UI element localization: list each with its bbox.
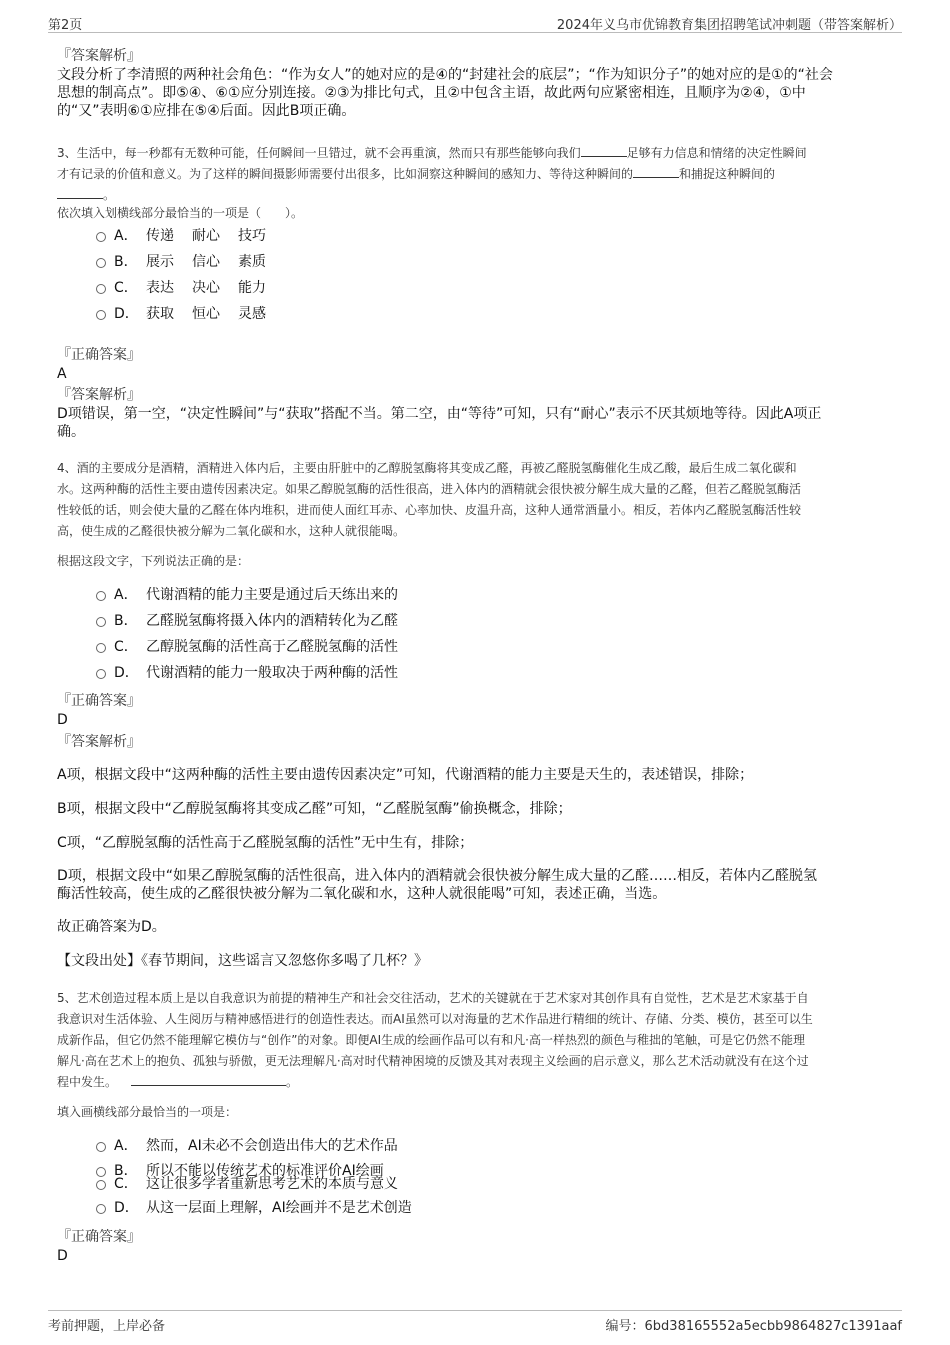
q4-analysis-d2: 酶活性较高，使生成的乙醛很快被分解为二氧化碳和水，这种人就很能喝”可知，表述正确，当选。 [57,886,667,902]
option-text: 然而，AI未必不会创造出伟大的艺术作品 [146,1138,398,1154]
radio-icon[interactable] [96,1204,106,1214]
q4-answer: D [57,712,68,728]
option-word: 素质 [238,254,266,270]
blank-line [581,144,627,157]
q2-analysis-line1: 文段分析了李清照的两种社会角色：“作为女人”的她对应的是④的“封建社会的底层”；“作为知识分子”的她对应的是①的“社会 [57,67,833,83]
q4-stem-line: 水。这两种酶的活性主要由遗传因素决定。如果乙醇脱氢酶的活性很高，进入体内的酒精就会很快被分解生成大量的乙醛，但若乙醛脱氢酶活 [57,482,802,496]
option-word: 决心 [192,280,220,296]
blank-line [131,1073,286,1086]
q3-analysis-line1: D项错误，第一空，“决定性瞬间”与“获取”搭配不当。第二空，由“等待”可知，只有“耐心”表示不厌其烦地等待。因此A项正 [57,406,822,422]
q3-stem-part: 才有记录的价值和意义。为了这样的瞬间摄影师需要付出很多，比如洞察这种瞬间的感知力、等待这种瞬间的 [57,167,634,181]
q5-stem-part: 。 [286,1075,299,1089]
q5-stem-line: 成新作品，但它仍然不能理解它模仿与“创作”的对象。即便AI生成的绘画作品可以有和凡·高一样热烈的颜色与稚拙的笔触，可是它仍然不能理 [57,1033,806,1047]
radio-icon[interactable] [96,1142,106,1152]
option-letter: B． [114,254,138,270]
option-text: 这让很多学者重新思考艺术的本质与意义 [146,1176,398,1192]
q4-analysis-c: C项，“乙醇脱氢酶的活性高于乙醛脱氢酶的活性”无中生有，排除； [57,835,474,851]
option-word: 表达 [146,280,174,296]
q4-source: 【文段出处】《春节期间，这些谣言又忽悠你多喝了几杯？》 [57,953,428,969]
q3-stem-part: 3、生活中，每一秒都有无数种可能，任何瞬间一旦错过，就不会再重演，然而只有那些能够向我们 [57,146,581,160]
q2-analysis-line3: 的“又”表明⑥①应排在⑤④后面。因此B项正确。 [57,103,356,119]
q5-stem-line: 解凡·高在艺术上的抱负、孤独与骄傲，更无法理解凡·高对时代精神困境的反馈及其对表现主义绘画的启示意义，那么艺术活动就没有在这个过 [57,1054,809,1068]
option-text: 乙醇脱氢酶的活性高于乙醛脱氢酶的活性 [146,639,398,655]
q4-stem [57,458,897,542]
q2-analysis-label: 『答案解析』 [57,48,141,64]
q3-stem-part: 和捕捉这种瞬间的 [679,167,776,181]
radio-icon[interactable] [96,1167,106,1177]
q5-stem [57,988,897,1093]
option-word: 技巧 [238,228,266,244]
option-letter: C． [114,1176,138,1192]
radio-icon[interactable] [96,591,106,601]
q2-analysis-line2: 思想的制高点”。即⑤④、⑥①应分别连接。②③为排比句式，且②中包含主语，故此两句应紧密相连，且顺序为②④，①中 [57,85,806,101]
footer-serial: 编号：6bd38165552a5ecbb9864827c1391aaf [605,1319,902,1334]
q3-stem [57,143,897,206]
q3-answer-label: 『正确答案』 [57,347,141,363]
option-text: 从这一层面上理解，AI绘画并不是艺术创造 [146,1200,412,1216]
option-word: 传递 [146,228,174,244]
option-letter: B． [114,613,138,629]
option-letter: A． [114,587,138,603]
radio-icon[interactable] [96,617,106,627]
option-letter: A． [114,228,138,244]
q3-analysis-label: 『答案解析』 [57,387,141,403]
q5-prompt: 填入画横线部分最恰当的一项是： [57,1105,238,1119]
option-letter: D． [114,1200,139,1216]
q4-conclusion: 故正确答案为D。 [57,919,166,935]
q3-answer: A [57,366,67,382]
q4-answer-label: 『正确答案』 [57,693,141,709]
q4-analysis-label: 『答案解析』 [57,734,141,750]
q4-analysis-a: A项，根据文段中“这两种酶的活性主要由遗传因素决定”可知，代谢酒精的能力主要是天生的，表述错误，排除； [57,767,754,783]
option-word: 展示 [146,254,174,270]
q4-analysis-d1: D项，根据文段中“如果乙醇脱氢酶的活性很高，进入体内的酒精就会很快被分解生成大量的乙醛……相反，若体内乙醛脱氢 [57,868,818,884]
option-text: 代谢酒精的能力主要是通过后天练出来的 [146,587,398,603]
option-letter: B． [114,1163,138,1179]
radio-icon[interactable] [96,284,106,294]
q5-answer: D [57,1248,68,1264]
q5-stem-part: 程中发生。 [57,1075,118,1089]
radio-icon[interactable] [96,669,106,679]
document-title: 2024年义乌市优锦教育集团招聘笔试冲刺题（带答案解析） [556,18,902,33]
page-footer [48,1310,902,1333]
q3-stem-part: 足够有力信息和情绪的决定性瞬间 [626,146,807,160]
q4-stem-line: 性较低的话，则会使大量的乙醛在体内堆积，进而使人面红耳赤、心率加快、皮温升高，这种人通常酒量小。相反，若体内乙醛脱氢酶活性较 [57,503,802,517]
footer-slogan: 考前押题，上岸必备 [48,1319,166,1334]
option-word: 信心 [192,254,220,270]
blank-line [57,186,103,199]
q5-stem-line: 我意识对生活体验、人生阅历与精神感悟进行的创造性表达。而AI虽然可以对海量的艺术作品进行精细的统计、存储、分类、模仿，甚至可以生 [57,1012,813,1026]
q3-analysis-line2: 确。 [57,424,85,440]
option-word: 恒心 [192,306,220,322]
option-word: 耐心 [192,228,220,244]
option-text: 代谢酒精的能力一般取决于两种酶的活性 [146,665,398,681]
radio-icon[interactable] [96,643,106,653]
option-letter: C． [114,639,138,655]
option-letter: D． [114,306,139,322]
radio-icon[interactable] [96,310,106,320]
q5-stem-line: 5、艺术创造过程本质上是以自我意识为前提的精神生产和社会交往活动，艺术的关键就在于艺术家对其创作具有自觉性，艺术是艺术家基于自 [57,991,809,1005]
option-letter: D． [114,665,139,681]
q3-prompt: 依次填入划横线部分最恰当的一项是（ ）。 [57,206,304,220]
option-letter: C． [114,280,138,296]
option-word: 能力 [238,280,266,296]
q4-analysis-b: B项，根据文段中“乙醇脱氢酶将其变成乙醛”可知，“乙醛脱氢酶”偷换概念，排除； [57,801,572,817]
q4-stem-line: 高，使生成的乙醛很快被分解为二氧化碳和水，这种人就很能喝。 [57,524,406,538]
q4-prompt: 根据这段文字，下列说法正确的是： [57,554,250,568]
q5-answer-label: 『正确答案』 [57,1229,141,1245]
page-number: 第2页 [48,18,83,33]
q3-stem-part: 。 [103,188,116,202]
page-header [48,12,902,33]
q4-stem-line: 4、酒的主要成分是酒精，酒精进入体内后，主要由肝脏中的乙醇脱氢酶将其变成乙醛，再被乙醛脱氢酶催化生成乙酸，最后生成二氧化碳和 [57,461,797,475]
radio-icon[interactable] [96,1180,106,1190]
option-word: 获取 [146,306,174,322]
option-letter: A． [114,1138,138,1154]
blank-line [633,165,679,178]
option-text: 乙醛脱氢酶将摄入体内的酒精转化为乙醛 [146,613,398,629]
radio-icon[interactable] [96,232,106,242]
radio-icon[interactable] [96,258,106,268]
option-text: 所以不能以传统艺术的标准评价AI绘画 [146,1163,384,1179]
option-word: 灵感 [238,306,266,322]
